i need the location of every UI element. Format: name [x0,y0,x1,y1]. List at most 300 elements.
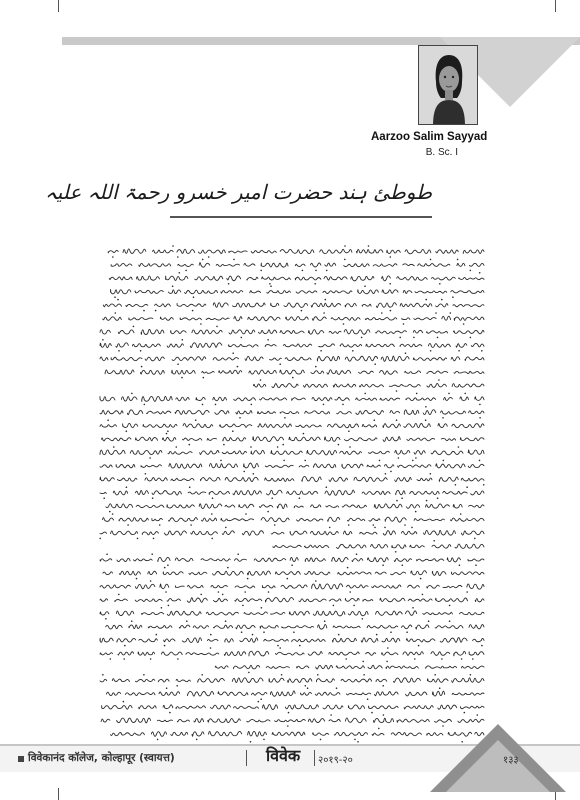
manuscript-line [109,276,484,281]
manuscript-dot [343,323,345,325]
manuscript-line [103,303,484,308]
footer-separator [314,750,315,766]
author-class: B. Sc. I [425,147,458,158]
manuscript-dot [141,366,143,368]
author-photo [418,45,478,125]
manuscript-dot [189,444,191,446]
manuscript-line [100,356,484,361]
manuscript-dot [452,296,454,298]
manuscript-dot [349,446,351,448]
manuscript-dot [144,404,146,406]
manuscript-dot [152,497,154,499]
manuscript-dot [203,377,205,379]
manuscript-dot [466,486,468,488]
manuscript-dot [196,739,198,741]
manuscript-dot [123,658,125,660]
manuscript-dot [136,578,138,580]
manuscript-dot [177,256,179,258]
manuscript-dot [237,366,239,368]
manuscript-dot [177,658,179,660]
manuscript-dot [390,310,392,312]
manuscript-dot [301,310,303,312]
manuscript-dot [167,430,169,432]
manuscript-dot [250,446,252,448]
manuscript-dot [466,591,468,593]
manuscript-dot [218,591,220,593]
manuscript-dot [430,259,432,261]
manuscript-dot [458,350,460,352]
manuscript-dot [362,618,364,620]
manuscript-dot [315,366,317,368]
manuscript-dot [374,363,376,365]
manuscript-dot [242,605,244,607]
manuscript-dot [364,393,366,395]
page-number: १३३ [503,755,519,766]
manuscript-dot [190,524,192,526]
manuscript-dot [338,444,340,446]
manuscript-dot [329,527,331,529]
manuscript-line [100,611,484,616]
manuscript-line [100,651,484,656]
manuscript-line [111,263,484,268]
manuscript-dot [99,538,101,540]
manuscript-dot [396,419,398,421]
manuscript-dot [283,460,285,462]
manuscript-line [100,530,484,535]
manuscript-dot [117,299,119,301]
manuscript-dot [172,245,174,247]
manuscript-dot [450,312,452,314]
manuscript-dot [413,337,415,339]
manuscript-dot [274,524,276,526]
manuscript-dot [164,567,166,569]
manuscript-dot [374,527,376,529]
manuscript-line [106,624,484,629]
manuscript-dot [260,379,262,381]
manuscript-dot [434,674,436,676]
author-name: Aarzoo Salim Sayyad [371,131,488,143]
manuscript-dot [106,553,108,555]
manuscript-dot [243,471,245,473]
manuscript-dot [241,631,243,633]
manuscript-dot [449,605,451,607]
manuscript-line [100,678,484,683]
manuscript-dot [284,417,286,419]
manuscript-line [253,383,484,387]
manuscript-dot [212,497,214,499]
manuscript-dot [114,296,116,298]
manuscript-dot [181,377,183,379]
manuscript-line [215,665,484,669]
manuscript-dot [228,283,230,285]
manuscript-dot [248,672,250,674]
manuscript-dot [200,323,202,325]
manuscript-dot [149,457,151,459]
manuscript-line [103,316,484,321]
manuscript-dot [347,567,349,569]
manuscript-dot [153,538,155,540]
manuscript-dot [151,553,153,555]
manuscript-dot [405,352,407,354]
manuscript-dot [379,460,381,462]
manuscript-dot [186,620,188,622]
manuscript-dot [475,564,477,566]
manuscript-dot [378,728,380,730]
manuscript-line [100,476,484,481]
manuscript-dot [176,685,178,687]
manuscript-dot [437,337,439,339]
manuscript-dot [314,283,316,285]
manuscript-dot [279,647,281,649]
manuscript-dot [472,658,474,660]
manuscript-dot [189,486,191,488]
manuscript-dot [330,714,332,716]
manuscript-dot [406,631,408,633]
manuscript-dot [105,618,107,620]
manuscript-dot [376,634,378,636]
manuscript-dot [479,404,481,406]
manuscript-dot [479,272,481,274]
manuscript-dot [165,591,167,593]
manuscript-dot [435,312,437,314]
manuscript-dot [415,457,417,459]
manuscript-dot [263,739,265,741]
manuscript-dot [317,674,319,676]
manuscript-dot [443,460,445,462]
manuscript-dot [137,538,139,540]
manuscript-dot [479,460,481,462]
manuscript-dot [291,564,293,566]
manuscript-dot [225,620,227,622]
manuscript-dot [345,658,347,660]
manuscript-dot [344,259,346,261]
manuscript-dot [426,500,428,502]
manuscript-dot [464,712,466,714]
manuscript-dot [288,712,290,714]
manuscript-dot [481,645,483,647]
manuscript-dot [251,404,253,406]
crop-mark [58,0,59,12]
manuscript-dot [225,527,227,529]
manuscript-dot [336,687,338,689]
title-underline [170,216,432,218]
manuscript-dot [460,513,462,515]
manuscript-dot [333,605,335,607]
manuscript-dot [201,674,203,676]
manuscript-line [101,718,484,723]
manuscript-dot [112,513,114,515]
manuscript-dot [102,339,104,341]
manuscript-dot [362,661,364,663]
manuscript-dot [200,594,202,596]
manuscript-dot [150,580,152,582]
manuscript-dot [271,497,273,499]
manuscript-dot [428,620,430,622]
footer-college-name: विवेकानंद कॉलेज, कोल्हापूर (स्वायत्त) [28,752,175,764]
manuscript-dot [439,687,441,689]
manuscript-dot [145,473,147,475]
manuscript-dot [395,551,397,553]
manuscript-dot [140,350,142,352]
manuscript-dot [479,417,481,419]
manuscript-dot [449,620,451,622]
manuscript-dot [232,430,234,432]
manuscript-dot [415,511,417,513]
manuscript-line [100,557,484,562]
manuscript-dot [299,497,301,499]
manuscript-dot [363,674,365,676]
manuscript-dot [252,634,254,636]
manuscript-dot [338,634,340,636]
manuscript-dot [353,605,355,607]
manuscript-dot [348,430,350,432]
manuscript-dot [126,486,128,488]
manuscript-dot [220,460,222,462]
manuscript-dot [398,457,400,459]
manuscript-dot [185,270,187,272]
manuscript-dot [269,283,271,285]
manuscript-dot [103,497,105,499]
manuscript-dot [216,326,218,328]
manuscript-line [100,343,484,348]
manuscript-dot [193,296,195,298]
manuscript-dot [182,339,184,341]
manuscript-dot [387,647,389,649]
manuscript-dot [241,337,243,339]
manuscript-line [106,504,484,509]
manuscript-dot [404,524,406,526]
manuscript-dot [210,647,212,649]
manuscript-dot [211,513,213,515]
manuscript-dot [356,553,358,555]
manuscript-dot [352,350,354,352]
manuscript-dot [156,634,158,636]
manuscript-dot [382,564,384,566]
manuscript-dot [261,607,263,609]
manuscript-dot [267,339,269,341]
manuscript-dot [418,645,420,647]
manuscript-line [102,437,485,442]
manuscript-dot [215,404,217,406]
manuscript-dot [143,310,145,312]
manuscript-dot [402,564,404,566]
manuscript-dot [159,524,161,526]
manuscript-dot [483,484,485,486]
manuscript-dot [315,270,317,272]
manuscript-dot [161,607,163,609]
manuscript-dot [157,739,159,741]
handwritten-manuscript [96,244,488,784]
manuscript-dot [303,433,305,435]
manuscript-line [103,571,484,576]
manuscript-dot [223,444,225,446]
manuscript-line [103,517,485,522]
manuscript-dot [253,473,255,475]
manuscript-dot [481,350,483,352]
manuscript-dot [127,524,129,526]
manuscript-dot [403,323,405,325]
manuscript-dot [384,527,386,529]
manuscript-dot [441,658,443,660]
crop-mark [555,0,556,12]
manuscript-dot [457,259,459,261]
manuscript-dot [102,674,104,676]
manuscript-dot [110,658,112,660]
manuscript-dot [227,567,229,569]
manuscript-dot [422,594,424,596]
manuscript-dot [247,578,249,580]
manuscript-dot [150,658,152,660]
manuscript-dot [326,270,328,272]
manuscript-dot [320,350,322,352]
footer-magazine-name: विवेक [266,746,301,765]
manuscript-dot [166,687,168,689]
manuscript-dot [287,725,289,727]
manuscript-line [111,731,485,736]
manuscript-dot [155,310,157,312]
manuscript-dot [463,323,465,325]
manuscript-line [100,490,484,495]
manuscript-dot [258,701,260,703]
manuscript-dot [302,270,304,272]
manuscript-dot [325,299,327,301]
manuscript-dot [167,564,169,566]
manuscript-dot [381,312,383,314]
manuscript-dot [202,259,204,261]
manuscript-dot [166,433,168,435]
manuscript-dot [416,393,418,395]
manuscript-dot [373,524,375,526]
manuscript-dot [115,312,117,314]
manuscript-dot [307,687,309,689]
manuscript-dot [477,714,479,716]
manuscript-dot [260,698,262,700]
footer-bullet-icon [18,756,24,762]
manuscript-dot [287,578,289,580]
manuscript-dot [389,283,391,285]
manuscript-dot [396,500,398,502]
manuscript-dot [323,404,325,406]
manuscript-dot [133,326,135,328]
manuscript-dot [430,473,432,475]
manuscript-dot [414,658,416,660]
manuscript-line [273,544,484,548]
manuscript-dot [250,741,252,743]
manuscript-dot [430,350,432,352]
manuscript-dot [176,446,178,448]
manuscript-line [100,410,484,415]
manuscript-dot [433,540,435,542]
manuscript-dot [131,393,133,395]
manuscript-dot [270,285,272,287]
manuscript-dot [169,712,171,714]
manuscript-dot [442,417,444,419]
manuscript-dot [437,497,439,499]
manuscript-dot [304,460,306,462]
manuscript-dot [438,379,440,381]
manuscript-dot [172,285,174,287]
manuscript-dot [383,714,385,716]
manuscript-dot [470,337,472,339]
manuscript-line [100,463,484,468]
manuscript-dot [202,404,204,406]
manuscript-dot [210,634,212,636]
footer-triangle-inner [446,740,550,792]
manuscript-dot [239,417,241,419]
manuscript-dot [425,419,427,421]
manuscript-dot [177,363,179,365]
manuscript-dot [211,538,213,540]
manuscript-dot [112,256,114,258]
manuscript-line [111,289,485,293]
manuscript-line [105,370,484,375]
manuscript-dot [126,430,128,432]
manuscript-dot [305,685,307,687]
manuscript-dot [455,484,457,486]
manuscript-dot [109,511,111,513]
manuscript-dot [268,591,270,593]
manuscript-dot [348,524,350,526]
manuscript-dot [461,658,463,660]
manuscript-dot [412,607,414,609]
footer-separator [246,750,247,766]
manuscript-line [100,598,484,603]
manuscript-dot [107,419,109,421]
manuscript-dot [244,591,246,593]
manuscript-dot [470,674,472,676]
manuscript-dot [364,285,366,287]
manuscript-dot [320,739,322,741]
manuscript-dot [459,564,461,566]
manuscript-dot [385,473,387,475]
manuscript-dot [368,245,370,247]
manuscript-dot [464,393,466,395]
manuscript-dot [342,404,344,406]
manuscript-dot [260,270,262,272]
manuscript-dot [315,580,317,582]
manuscript-dot [399,337,401,339]
manuscript-dot [113,446,115,448]
manuscript-dot [118,594,120,596]
manuscript-dot [123,701,125,703]
crop-mark [58,788,59,800]
manuscript-dot [168,605,170,607]
manuscript-dot [458,446,460,448]
manuscript-dot [326,486,328,488]
manuscript-dot [233,259,235,261]
manuscript-line [100,396,484,401]
manuscript-dot [412,460,414,462]
manuscript-dot [357,741,359,743]
footer-year: २०१९-२० [318,755,353,766]
manuscript-dot [354,739,356,741]
manuscript-dot [386,661,388,663]
manuscript-dot [425,406,427,408]
manuscript-dot [164,645,166,647]
manuscript-dot [192,310,194,312]
manuscript-dot [277,645,279,647]
manuscript-dot [382,685,384,687]
manuscript-dot [441,299,443,301]
manuscript-line [100,584,484,589]
manuscript-dot [118,350,120,352]
manuscript-dot [232,352,234,354]
manuscript-dot [293,631,295,633]
manuscript-line [106,691,484,696]
manuscript-dot [143,674,145,676]
manuscript-dot [222,594,224,596]
manuscript-dot [179,272,181,274]
